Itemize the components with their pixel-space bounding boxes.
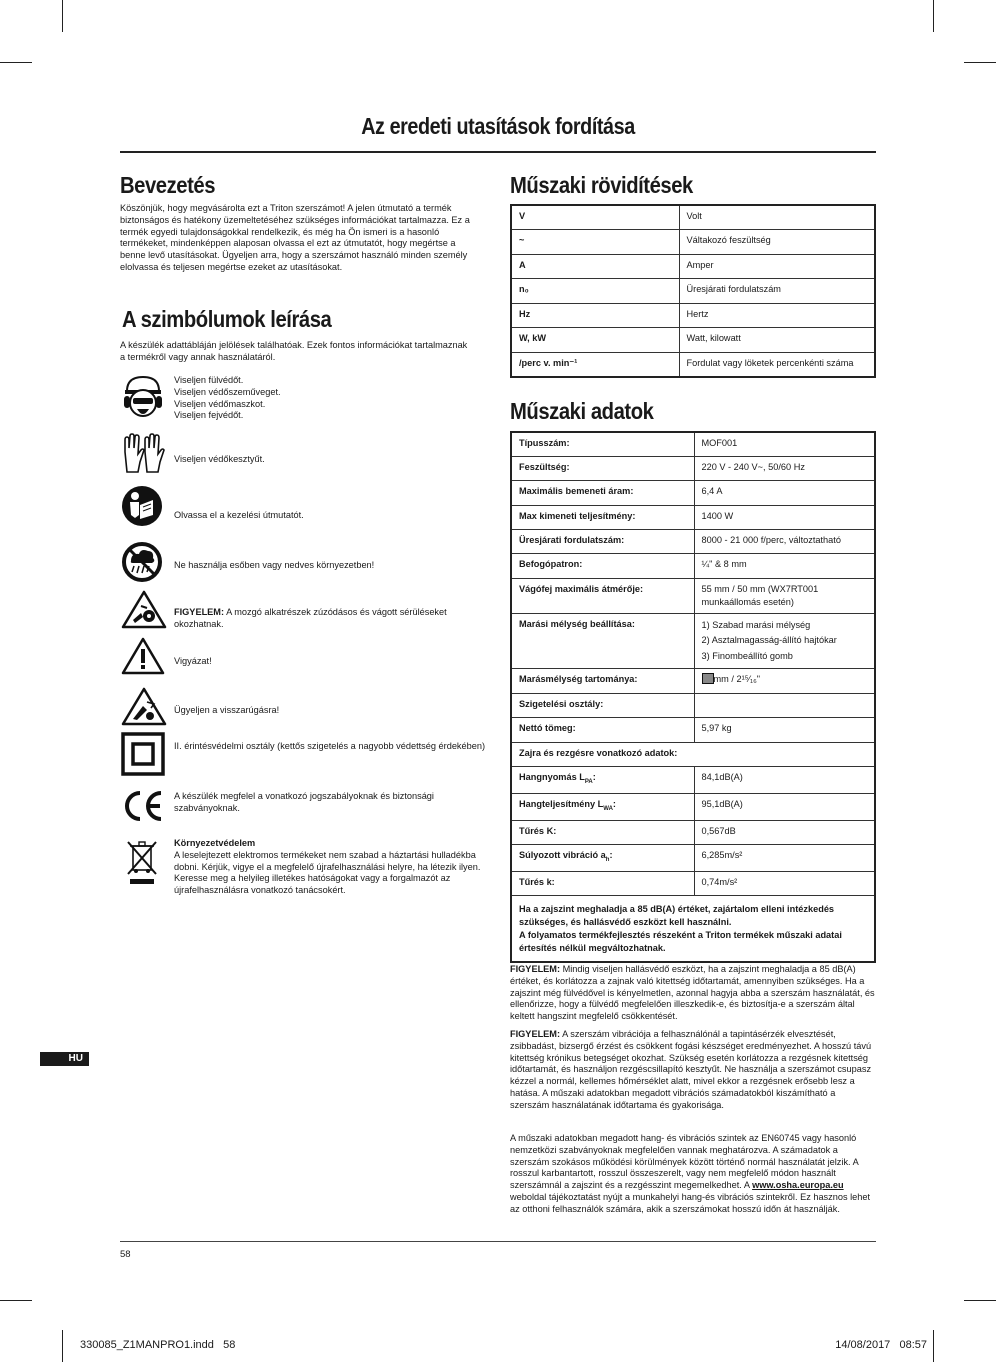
spec-key: Típusszám: xyxy=(511,432,694,456)
symbol-ce-text xyxy=(174,791,490,815)
spec-value: 84,1dB(A) xyxy=(694,766,875,793)
warning-hearing-text: Mindig viseljen hallásvédő eszközt, ha a zajszint meghaladja a 85 dB(A) értéket, és korlátozza a zajnak való kitettség időtartamát, amennyiben szükséges. Ha a zajszint még fülvédővel is kényelmetlen, azonnal hagyja abba a szerszám használatát, és ellenőrizze, hogy a fülvédő megfelelően illeszkedik-e, és biztosítja-e a szerszám által keltett hangszint megfelelő csökkentését. xyxy=(510,964,875,1022)
abbr-key: W, kW xyxy=(511,328,679,353)
table-row xyxy=(511,766,875,793)
warning-label: FIGYELEM: xyxy=(510,964,561,974)
table-row xyxy=(511,871,875,895)
symbol-kickback-text xyxy=(174,705,490,717)
language-tab: HU xyxy=(40,1052,89,1066)
spec-key: Max kimeneti teljesítmény: xyxy=(511,505,694,529)
kickback-icon xyxy=(121,686,167,731)
spec-key: Vágófej maximális átmérője: xyxy=(511,578,694,613)
symbol-line: Olvassa el a kezelési útmutatót. xyxy=(174,510,304,520)
table-row xyxy=(511,505,875,529)
spec-value: 6,285m/s² xyxy=(694,844,875,871)
table-row xyxy=(511,353,875,378)
spec-key xyxy=(511,844,694,871)
footer-date: 14/08/2017 08:57 xyxy=(835,1339,927,1351)
table-row xyxy=(511,205,875,230)
crop-mark xyxy=(964,1300,996,1301)
ce-mark-icon xyxy=(121,789,165,828)
change-note: A folyamatos termékfejlesztés részeként a Triton termékek műszaki adatai értesítés nélkül megváltozhatnak. xyxy=(519,930,842,954)
spec-value: 0,567dB xyxy=(694,820,875,844)
spec-key-colon: : xyxy=(592,771,596,782)
spec-value: 95,1dB(A) xyxy=(694,793,875,820)
abbr-key: /perc v. min⁻¹ xyxy=(511,353,679,378)
table-row xyxy=(511,896,875,963)
symbols-intro: A készülék adattábláján jelölések találhatóak. Ezek fontos információkat tartalmaznak a termékről vagy annak használatáról. xyxy=(120,340,468,362)
table-row xyxy=(511,230,875,255)
abbr-value: Fordulat vagy löketek percenkénti száma xyxy=(679,353,875,378)
title-divider xyxy=(120,151,876,153)
table-row xyxy=(511,669,875,693)
abbr-key: Hz xyxy=(511,303,679,328)
spec-key-sub: PA xyxy=(584,778,593,785)
symbol-line: A mozgó alkatrészek zúzódásos és vágott sérüléseket okozhatnak. xyxy=(174,607,447,629)
symbols-heading: A szimbólumok leírása xyxy=(122,306,332,332)
symbol-gloves-text xyxy=(174,454,490,466)
crop-mark xyxy=(62,1330,63,1362)
symbol-line: Viseljen védőkesztyűt. xyxy=(174,454,265,464)
table-row xyxy=(511,554,875,578)
abbr-key: A xyxy=(511,254,679,279)
spec-key: Befogópatron: xyxy=(511,554,694,578)
abbreviations-heading: Műszaki rövidítések xyxy=(510,172,693,198)
table-row xyxy=(511,530,875,554)
spec-key: Maximális bemeneti áram: xyxy=(511,481,694,505)
spec-key: Üresjárati fordulatszám: xyxy=(511,530,694,554)
footer-divider xyxy=(120,1241,876,1242)
spec-value-cell xyxy=(694,669,875,693)
spec-key: Tűrés k: xyxy=(511,871,694,895)
crush-hazard-icon xyxy=(121,589,167,634)
symbol-crush-text xyxy=(174,607,490,631)
spec-value: 220 V - 240 V~, 50/60 Hz xyxy=(694,456,875,480)
read-manual-icon xyxy=(121,485,163,532)
specs-heading: Műszaki adatok xyxy=(510,398,654,424)
spec-key xyxy=(511,766,694,793)
spec-value: 1400 W xyxy=(694,505,875,529)
abbr-value: Hertz xyxy=(679,303,875,328)
crop-mark xyxy=(0,1300,32,1301)
abbr-value: Üresjárati fordulatszám xyxy=(679,279,875,304)
spec-value: 8000 - 21 000 f/perc, változtatható xyxy=(694,530,875,554)
table-row xyxy=(511,844,875,871)
noise-note: Ha a zajszint meghaladja a 85 dB(A) értéket, zajártalom elleni intézkedés szükséges, és hallásvédő eszközt kell használni. xyxy=(519,904,835,928)
spec-key: Marásmélység tartománya: xyxy=(511,669,694,693)
spec-key: Tűrés K: xyxy=(511,820,694,844)
symbol-line: Viseljen védőszeműveget. xyxy=(174,386,281,397)
environment-title: Környezetvédelem xyxy=(174,838,256,848)
spec-value xyxy=(694,693,875,717)
specs-table xyxy=(510,431,876,963)
spec-key-sub: WA xyxy=(603,805,613,812)
spec-value: MOF001 xyxy=(694,432,875,456)
table-row xyxy=(511,254,875,279)
spec-value: 0,74m/s² xyxy=(694,871,875,895)
no-rain-icon xyxy=(121,541,163,588)
symbol-class2-text xyxy=(174,741,490,753)
spec-key: Szigetelési osztály: xyxy=(511,693,694,717)
spec-key-colon: : xyxy=(609,849,613,860)
table-row xyxy=(511,793,875,820)
abbreviations-table xyxy=(510,204,876,378)
intro-text: Köszönjük, hogy megvásárolta ezt a Triton szerszámot! A jelen útmutató a termék biztonságos és hatékony üzemeltetéséhez szükséges információkat tartalmazza. Ez a termék egyedi tulajdonságokkal rendelkezik, és még ha Ön ismeri is a hasonló termékeket, mindenképpen alaposan olvassa el ezt az útmutatót, hogy megértse a benne levő utasításokat. Ügyeljen arra, hogy a szerszámot használó minden személy elolvassa és teljesen megértse ezeket az utasításokat. xyxy=(120,203,470,272)
abbr-value: Volt xyxy=(679,205,875,230)
abbr-key: n₀ xyxy=(511,279,679,304)
intro-heading: Bevezetés xyxy=(120,172,216,198)
spec-key-text: Hangnyomás L xyxy=(519,771,585,782)
table-row xyxy=(511,303,875,328)
table-row xyxy=(511,820,875,844)
spec-key: Feszültség: xyxy=(511,456,694,480)
symbol-line: Viseljen védőmaszkot. xyxy=(174,398,266,409)
abbr-key: V xyxy=(511,205,679,230)
symbol-line: II. érintésvédelmi osztály (kettős szigetelés a nagyobb védettség érdekében) xyxy=(174,741,486,751)
symbol-line: Vigyázat! xyxy=(174,656,212,666)
symbol-line: A készülék megfelel a vonatkozó jogszabályoknak és biztonsági szabványoknak. xyxy=(174,791,434,813)
footer-file: 330085_Z1MANPRO1.indd 58 xyxy=(80,1339,236,1351)
table-row xyxy=(511,328,875,353)
symbol-weee-text xyxy=(174,838,484,897)
symbol-manual-text xyxy=(174,510,490,522)
warning-label: FIGYELEM: xyxy=(174,607,225,617)
spec-key-colon: : xyxy=(612,798,616,809)
ppe-head-icon xyxy=(121,373,165,428)
symbol-line: Viseljen fülvédőt. xyxy=(174,375,244,385)
spec-value: mm / 2¹⁵⁄₁₆" xyxy=(713,674,761,685)
table-row xyxy=(511,456,875,480)
table-row xyxy=(511,742,875,766)
crop-mark xyxy=(964,62,996,63)
crop-mark xyxy=(933,0,934,32)
spec-value: 1) Szabad marási mélység 2) Asztalmagasság-állító hajtókar 3) Finombeállító gomb xyxy=(694,613,875,669)
caution-icon xyxy=(121,636,165,681)
spec-value: 55 mm / 50 mm (WX7RT001 munkaállomás esetén) xyxy=(694,578,875,613)
abbr-value: Váltakozó feszültség xyxy=(679,230,875,255)
abbr-value: Amper xyxy=(679,254,875,279)
crop-mark xyxy=(62,0,63,32)
spec-notes xyxy=(511,896,875,963)
noise-heading: Zajra és rezgésre vonatkozó adatok: xyxy=(511,742,875,766)
spec-value: ¼" & 8 mm xyxy=(694,554,875,578)
symbol-line: Viseljen fejvédőt. xyxy=(174,410,244,421)
table-row xyxy=(511,693,875,717)
crop-mark xyxy=(933,1330,934,1362)
table-row xyxy=(511,432,875,456)
warning-hearing xyxy=(510,964,876,1023)
standards-text-a: A műszaki adatokban megadott hang- és vibrációs szintek az EN60745 vagy hasonló nemzetközi szabványoknak megfelelően vannak meghatározva. A számadatok a szerszám szokásos működési körülmények között történő normál használatát jelzik. A rosszul karbantartott, rosszul összeszerelt, vagy nem megfelelő módon használt szerszámnál a zajszint és a rezgésszint megemelkedhet. A xyxy=(510,1133,859,1191)
page-number: 58 xyxy=(120,1249,131,1260)
standards-text-b: weboldal tájékoztatást nyújt a munkahelyi hang-és vibrációs szintekről. Ez hasznos lehet az otthoni felhasználók számára, akik a szerszámokat hosszú időn át használják. xyxy=(510,1191,871,1214)
crop-mark xyxy=(0,62,32,63)
spec-key xyxy=(511,793,694,820)
symbol-rain-text xyxy=(174,560,490,572)
abbr-value: Watt, kilowatt xyxy=(679,328,875,353)
warning-vibration xyxy=(510,1029,876,1112)
weee-bin-icon xyxy=(124,838,160,893)
spec-key-text: Hangteljesítmény L xyxy=(519,798,604,809)
warning-vibration-text: A szerszám vibrációja a felhasználónál a tapintásérzék elvesztését, zsibbadást, bizsergő érzést és csökkent fogási készséget eredményezhet. A hosszú távú kitettség krónikus betegséget okozhat. Szükség esetén korlátozza a rezgésnek kitettség időtartamát, és használjon rezgéscsillapító kesztyűt. Ne használja a szerszámot csupasz kézzel a normál, kellemes hőmérséklet alatt, mivel ekkor a rezgésnek erősebb lesz a hatása. A műszaki adatokban megadott vibrációs számadatokból kiszámítható a szerszám használatának időtartama és gyakorisága. xyxy=(510,1029,872,1110)
symbol-line: Ne használja esőben vagy nedves környezetben! xyxy=(174,560,375,570)
table-row xyxy=(511,279,875,304)
spec-value: 6,4 A xyxy=(694,481,875,505)
spec-key: Marási mélység beállítása: xyxy=(511,613,694,669)
symbol-ppe-text xyxy=(174,375,490,422)
standards-text xyxy=(510,1133,876,1216)
symbol-line: Ügyeljen a visszarúgásra! xyxy=(174,705,280,715)
abbr-key: ~ xyxy=(511,230,679,255)
osha-link[interactable]: www.osha.europa.eu xyxy=(752,1180,844,1191)
spec-value: 5,97 kg xyxy=(694,718,875,742)
table-row xyxy=(511,578,875,613)
table-row xyxy=(511,718,875,742)
warning-label: FIGYELEM: xyxy=(510,1029,561,1039)
symbol-caution-text xyxy=(174,656,490,668)
spec-key-sub: h xyxy=(605,856,610,863)
missing-value-box xyxy=(702,673,714,684)
table-row xyxy=(511,481,875,505)
gloves-icon xyxy=(121,432,165,481)
spec-key-text: Súlyozott vibráció a xyxy=(519,849,606,860)
page-title: Az eredeti utasítások fordítása xyxy=(361,113,635,139)
table-row xyxy=(511,613,875,669)
symbol-line: A leselejtezett elektromos termékeket nem szabad a háztartási hulladékba dobni. Kérjük, vigye el a megfelelő újrafelhasználási helyre, ha létezik ilyen. Keresse meg a helyileg illetékes hatóságokat vagy a forgalmazót az újrafelhasználásra vonatkozó tanácsokért. xyxy=(174,849,481,896)
spec-key: Nettó tömeg: xyxy=(511,718,694,742)
class-ii-icon xyxy=(121,732,165,781)
